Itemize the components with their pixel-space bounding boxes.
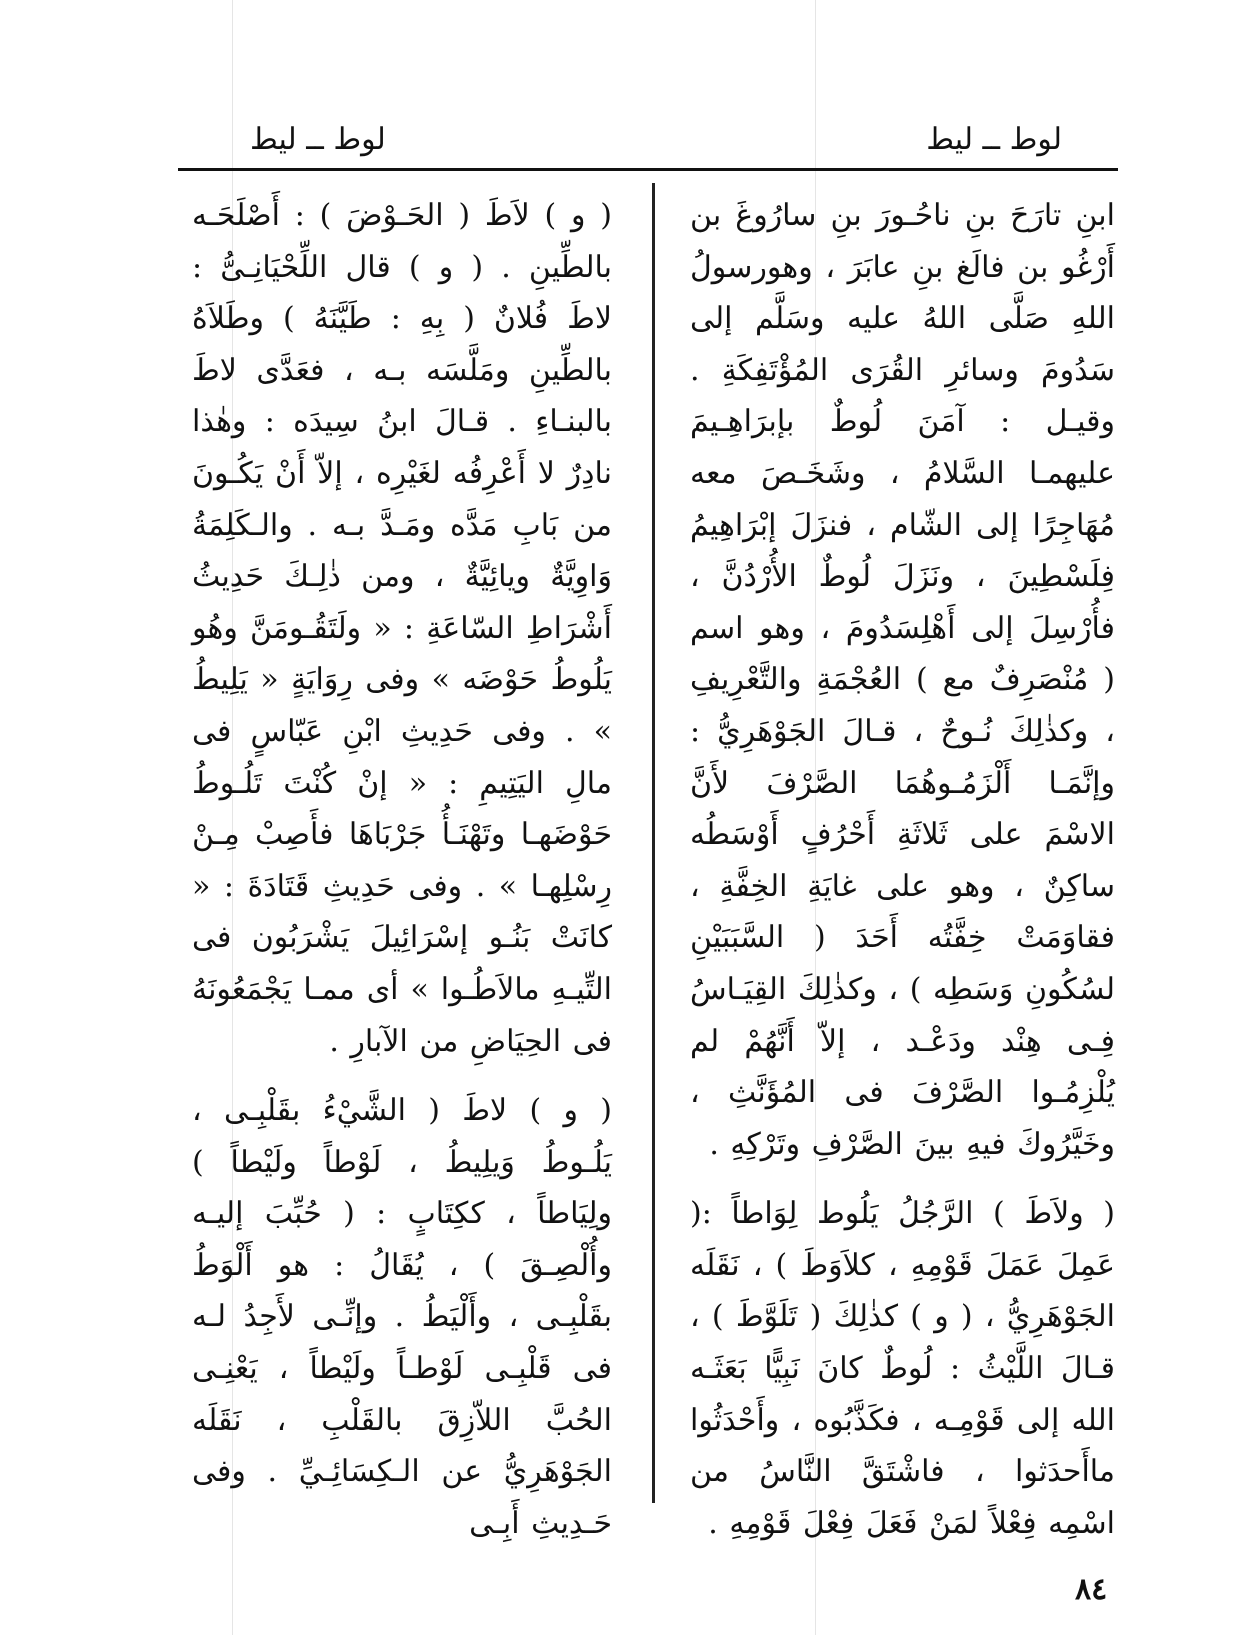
page-number: ٨٤ — [1075, 1572, 1108, 1607]
running-header-left: لوط ــ ليط — [250, 122, 386, 157]
paragraph: ( و ) لاطَ ( الشَّيْءُ بقَلْبِـى ، يَلُـوطُ وَيلِيطُ ، لَوْطاً ولَيْطاً ) ولِيَاطاً ، ككِتَابٍ : ( حُبِّبَ إليـه وأُلْصِـقَ ) ، يُقَالُ : هو أَلْوَطُ بقَلْبِـى ، وأَلْيَطُ . وإنِّـى لأَجِدُ لـه فى قَلْبِـى لَوْطـاً ولَيْطاً ، يَعْنِـى الحُبَّ اللاّزِقَ بالقَلْبِ ، نَقَلَه الجَوْهَرِيُّ عن الـكِسَائِـيِّ . وفى حَـدِيثِ أَبِـى — [192, 1093, 612, 1541]
paragraph: ( ولاَطَ ) الرَّجُلُ يَلُوط لِوَاطاً :( عَمِلَ عَمَلَ قَوْمِهِ ، كلاَوَطَ ) ، نَقَلَه الجَوْهَرِيُّ ، ( و ) كذٰلِكَ ( تَلَوَّطَ ) ، قـالَ اللَّيْثُ : لُوطٌ كانَ نَبِيًّا بَعَثَـه الله إلى قَوْمِـه ، فكَذَّبُوه ، وأَحْدَثُوا ماأَحدَثوا ، فاشْتَقَّ النَّاسُ من اسْمِه فِعْلاً لمَنْ فَعَلَ فِعْلَ قَوْمِهِ . — [690, 1196, 1115, 1541]
right-column — [690, 190, 1115, 1549]
column-divider — [652, 183, 655, 1503]
running-header-right: لوط ــ ليط — [926, 122, 1062, 157]
left-column — [192, 190, 612, 1549]
paragraph: ( و ) لاَطَ ( الحَـوْضَ ) : أَصْلَحَـه بالطِّينِ . ( و ) قال اللِّحْيَانِـىُّ : لاطَ فُلانٌ ( بِهِ : طَيَّنَهُ ) وطَلاَهُ بالطِّينِ ومَلَّسَه بـه ، فعَدَّى لاطَ بالبنـاءِ . قـالَ ابنُ سِيدَه : وهٰذا نادِرٌ لا أَعْرِفُه لغَيْرِه ، إلاّ أَنْ يَكُـونَ من بَابِ مَدَّه ومَـدَّ بـه . والـكَلِمَةُ وَاوِيَّةٌ ويائِيَّةٌ ، ومن ذٰلِـكَ حَدِيثُ أَشْرَاطِ السّاعَةِ : « ولَتَقُـومَنَّ وهُو يَلُوطُ حَوْضَه » وفى رِوَايَةٍ « يَلِيطُ » . وفى حَدِيثِ ابْنِ عَبّاسٍ فى مالِ اليَتِيمِ : « إنْ كُنْتَ تَلُـوطُ حَوْضَهـا وتَهْنَـأُ جَرْبَاهَا فأَصِبْ مِـنْ رِسْلِهـا » . وفى حَدِيثِ قَتَادَةَ : « كانَتْ بَنُـو إسْرَائِيلَ يَشْرَبُون فى التِّيـهِ مالاَطُـوا » أى ممـا يَجْمَعُونَهُ فى الحِيَاضِ من الآبارِ . — [192, 198, 612, 1059]
paragraph: ابنِ تارَحَ بنِ ناحُـورَ بنِ سارُوغَ بن أَرْغُو بن فالَغ بنِ عابَرَ ، وهورسولُ اللهِ صَلَّى اللهُ عليه وسَلَّم إلى سَدُومَ وسائرِ القُرَى المُؤْتَفِكَةِ . وقيـل : آمَنَ لُوطٌ بإبرَاهِـيمَ عليهمـا السَّلامُ ، وشَخَـصَ معه مُهَاجِرًا إلى الشّام ، فنزَلَ إبْرَاهِيمُ فِلَسْطِينَ ، ونَزَلَ لُوطٌ الأُرْدُنَّ ، فأُرْسِلَ إلى أَهْلِسَدُومَ ، وهو اسم ( مُنْصَرِفٌ مع ) العُجْمَةِ والتَّعْرِيفِ ، وكذٰلِكَ نُـوحٌ ، قـالَ الجَوْهَرِيُّ : وإنَّمَـا أَلْزَمُـوهُمَا الصَّرْفَ لأَنَّ الاسْمَ على ثَلاثَةِ أَحْرُفٍ أَوْسَطُه ساكِنٌ ، وهو على غايَةِ الخِفَّةِ ، فقاوَمَتْ خِفَّتُه أَحَدَ ( السَّبَبَيْنِ لسُكُونِ وَسَطِه ) ، وكذٰلِكَ القِيَـاسُ فِـى هِنْد ودَعْـد ، إلاّ أَنَّهُمْ لم يُلْزِمُـوا الصَّرْفَ فى المُؤَنَّثِ ، وخَيَّرُوكَ فيهِ بينَ الصَّرْفِ وتَرْكِهِ . — [690, 198, 1115, 1162]
header-rule — [178, 168, 1118, 171]
